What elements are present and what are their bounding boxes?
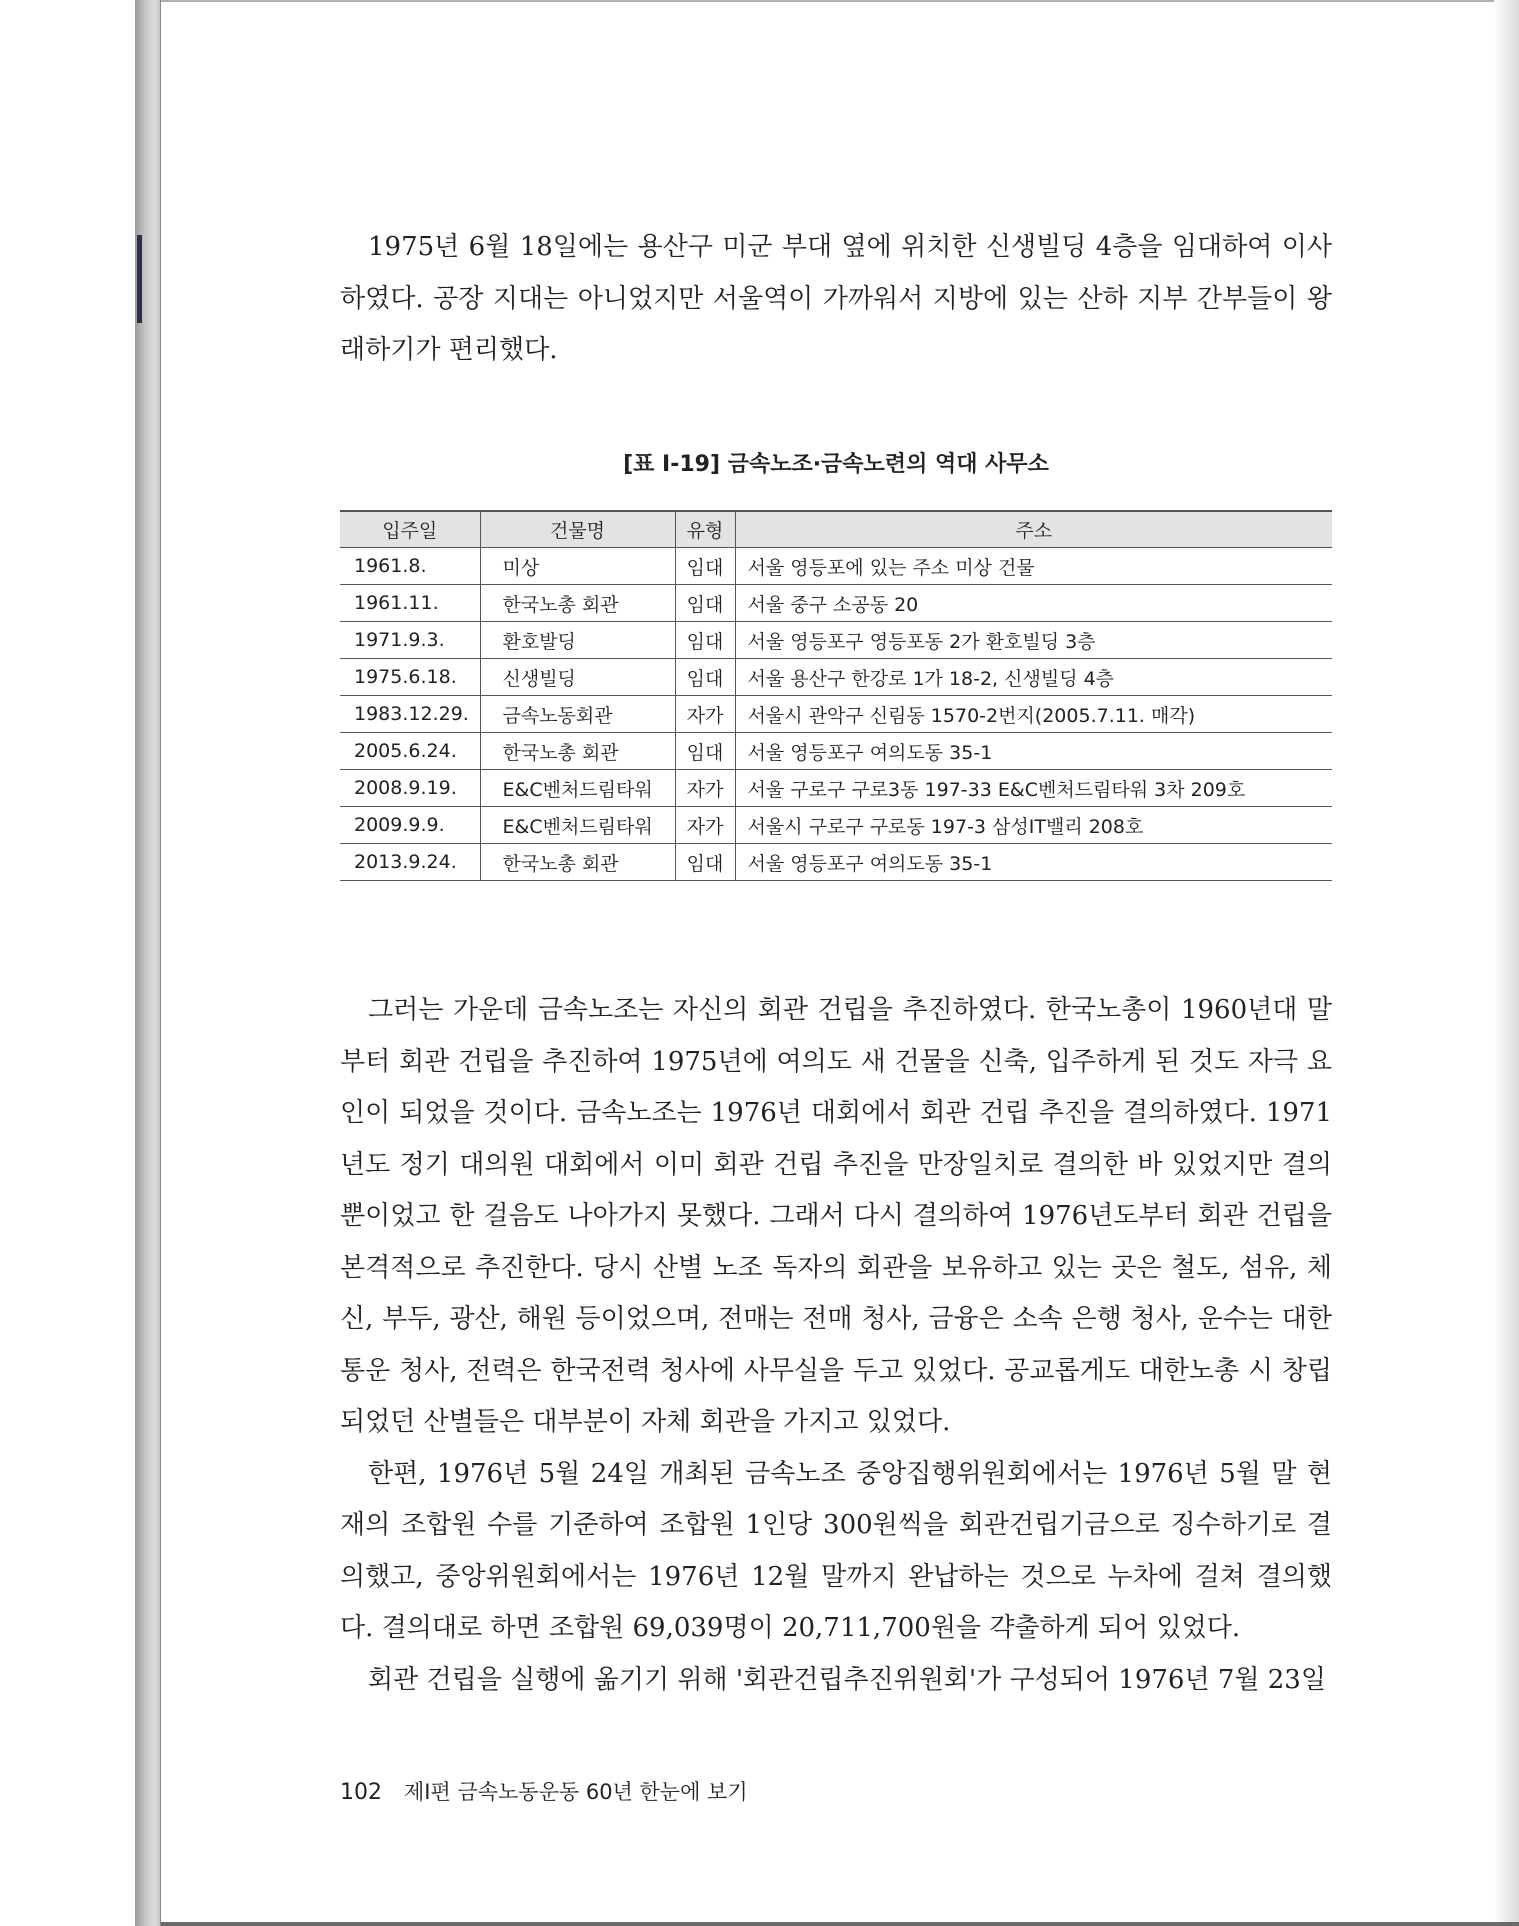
- cell-address: 서울 영등포구 여의도동 35-1: [735, 844, 1332, 881]
- table-row: [340, 844, 1332, 881]
- body-text-bottom: [340, 985, 1332, 1706]
- cell-address: 서울 구로구 구로3동 197-33 E&C벤처드림타워 3차 209호: [735, 770, 1332, 807]
- cell-move-in-date: 1983.12.29.: [340, 696, 480, 733]
- cell-move-in-date: 1961.8.: [340, 548, 480, 585]
- table-row: [340, 807, 1332, 844]
- cell-building-name: E&C벤처드림타워: [480, 770, 675, 807]
- table-row: [340, 585, 1332, 622]
- cell-building-name: 신생빌딩: [480, 659, 675, 696]
- header-type: 유형: [675, 511, 735, 548]
- cell-move-in-date: 1975.6.18.: [340, 659, 480, 696]
- table-row: [340, 770, 1332, 807]
- table-row: [340, 659, 1332, 696]
- body-text-top: [340, 222, 1332, 377]
- cell-type: 임대: [675, 659, 735, 696]
- paragraph: 회관 건립을 실행에 옮기기 위해 '회관건립추진위원회'가 구성되어 1976년 7월 23일: [368, 1664, 1326, 1695]
- cell-type: 자가: [675, 696, 735, 733]
- cell-address: 서울 용산구 한강로 1가 18-2, 신생빌딩 4층: [735, 659, 1332, 696]
- page-top-border: [161, 0, 1519, 2]
- cell-address: 서울 영등포에 있는 주소 미상 건물: [735, 548, 1332, 585]
- cell-address: 서울 중구 소공동 20: [735, 585, 1332, 622]
- table-header-row: [340, 511, 1332, 548]
- cell-type: 임대: [675, 844, 735, 881]
- cell-move-in-date: 1971.9.3.: [340, 622, 480, 659]
- cell-move-in-date: 2013.9.24.: [340, 844, 480, 881]
- cell-building-name: E&C벤처드림타워: [480, 807, 675, 844]
- cell-type: 임대: [675, 622, 735, 659]
- table-row: [340, 548, 1332, 585]
- header-move-in-date: 입주일: [340, 511, 480, 548]
- cell-move-in-date: 2009.9.9.: [340, 807, 480, 844]
- page-edge-marker: [137, 235, 142, 323]
- cell-building-name: 한국노총 회관: [480, 585, 675, 622]
- page-right-shadow: [1494, 0, 1519, 1926]
- offices-table: [340, 510, 1332, 881]
- page-footer: [340, 1776, 748, 1806]
- cell-building-name: 한국노총 회관: [480, 844, 675, 881]
- paragraph: 한편, 1976년 5월 24일 개최된 금속노조 중앙집행위원회에서는 1976년 5월 말 현재의 조합원 수를 기준하여 조합원 1인당 300원씩을 회관건립기금으로 징수하기로 결의했고, 중앙위원회에서는 1976년 12월 말까지 완납하는 것으로 누차에 걸쳐 결의했다. 결의대로 하면 조합원 69,039명이 20,711,700원을 갹출하게 되어 있었다.: [340, 1458, 1332, 1643]
- paragraph: 1975년 6월 18일에는 용산구 미군 부대 옆에 위치한 신생빌딩 4층을 임대하여 이사하였다. 공장 지대는 아니었지만 서울역이 가까워서 지방에 있는 산하 지부 간부들이 왕래하기가 편리했다.: [340, 232, 1332, 365]
- cell-move-in-date: 2005.6.24.: [340, 733, 480, 770]
- cell-address: 서울 영등포구 여의도동 35-1: [735, 733, 1332, 770]
- cell-move-in-date: 2008.9.19.: [340, 770, 480, 807]
- header-building-name: 건물명: [480, 511, 675, 548]
- table-row: [340, 733, 1332, 770]
- cell-move-in-date: 1961.11.: [340, 585, 480, 622]
- cell-address: 서울시 구로구 구로동 197-3 삼성IT밸리 208호: [735, 807, 1332, 844]
- cell-building-name: 금속노동회관: [480, 696, 675, 733]
- cell-type: 자가: [675, 770, 735, 807]
- table-row: [340, 696, 1332, 733]
- header-address: 주소: [735, 511, 1332, 548]
- cell-building-name: 환호발딩: [480, 622, 675, 659]
- cell-building-name: 한국노총 회관: [480, 733, 675, 770]
- cell-building-name: 미상: [480, 548, 675, 585]
- cell-type: 자가: [675, 807, 735, 844]
- table-caption: [표 Ⅰ-19] 금속노조·금속노련의 역대 사무소: [623, 452, 1049, 477]
- cell-address: 서울 영등포구 영등포동 2가 환호빌딩 3층: [735, 622, 1332, 659]
- running-title: 제Ⅰ편 금속노동운동 60년 한눈에 보기: [404, 1780, 748, 1804]
- cell-type: 임대: [675, 585, 735, 622]
- table-row: [340, 622, 1332, 659]
- cell-address: 서울시 관악구 신림동 1570-2번지(2005.7.11. 매각): [735, 696, 1332, 733]
- cell-type: 임대: [675, 548, 735, 585]
- paragraph: 그러는 가운데 금속노조는 자신의 회관 건립을 추진하였다. 한국노총이 1960년대 말부터 회관 건립을 추진하여 1975년에 여의도 새 건물을 신축, 입주하게 된 것도 자극 요인이 되었을 것이다. 금속노조는 1976년 대회에서 회관 건립 추진을 결의하였다. 1971년도 정기 대의원 대회에서 이미 회관 건립 추진을 만장일치로 결의한 바 있었지만 결의뿐이었고 한 걸음도 나아가지 못했다. 그래서 다시 결의하여 1976년도부터 회관 건립을 본격적으로 추진한다. 당시 산별 노조 독자의 회관을 보유하고 있는 곳은 철도, 섬유, 체신, 부두, 광산, 해원 등이었으며, 전매는 전매 청사, 금융은 소속 은행 청사, 운수는 대한통운 청사, 전력은 한국전력 청사에 사무실을 두고 있었다. 공교롭게도 대한노총 시 창립되었던 산별들은 대부분이 자체 회관을 가지고 있었다.: [340, 995, 1332, 1437]
- cell-type: 임대: [675, 733, 735, 770]
- page-bottom-border: [161, 1922, 1519, 1926]
- page-number: 102: [340, 1780, 382, 1805]
